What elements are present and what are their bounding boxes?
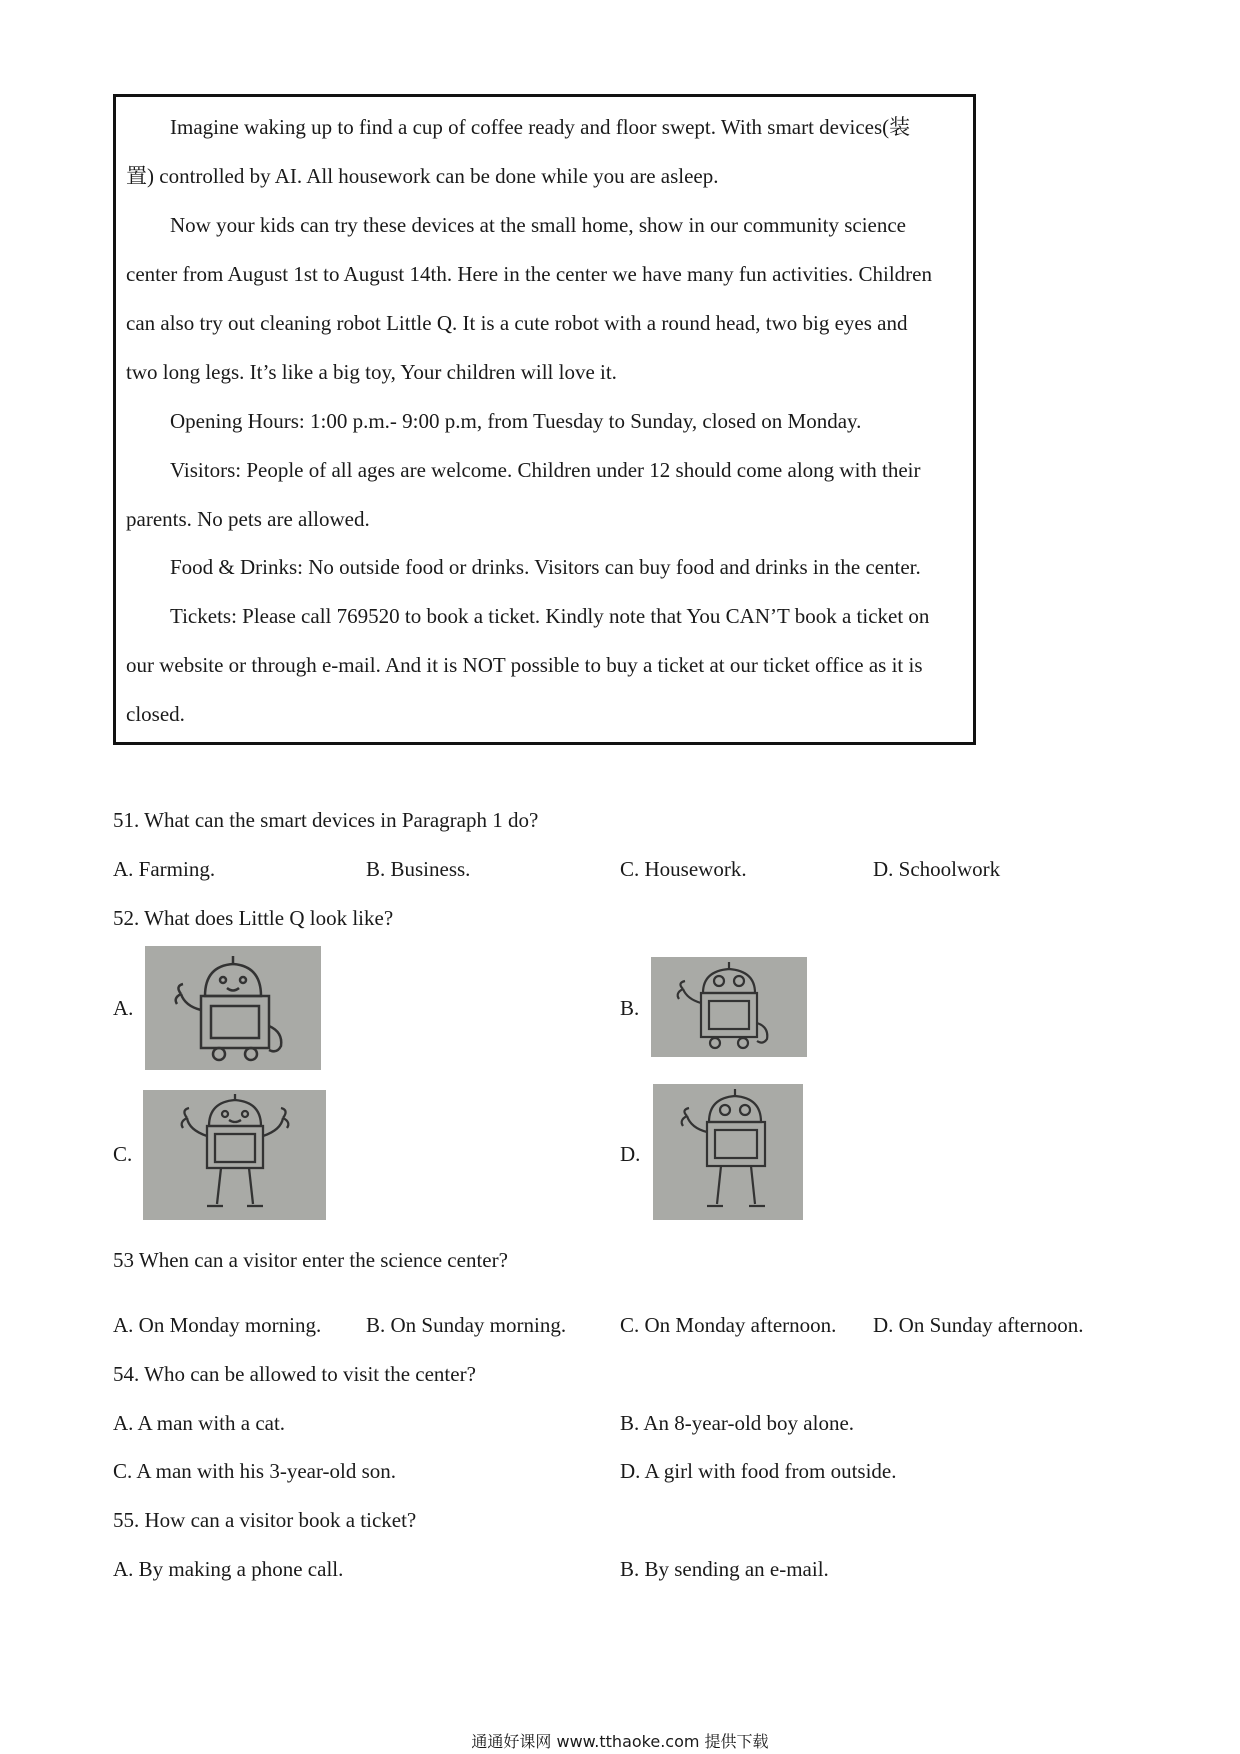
robot-c-icon	[143, 1090, 326, 1220]
q54-option-c[interactable]: C. A man with his 3-year-old son.	[113, 1459, 397, 1483]
q55-option-a[interactable]: A. By making a phone call.	[113, 1557, 344, 1581]
question-55: 55. How can a visitor book a ticket?	[113, 1508, 417, 1532]
q53-option-c[interactable]: C. On Monday afternoon.	[620, 1313, 837, 1337]
robot-image-a[interactable]	[145, 946, 321, 1070]
passage-line: Imagine waking up to find a cup of coffee ready and floor swept. With smart devices(装	[170, 115, 911, 139]
question-52: 52. What does Little Q look like?	[113, 906, 394, 930]
passage-line: Now your kids can try these devices at the small home, show in our community science	[170, 213, 906, 237]
robot-image-b[interactable]	[651, 957, 807, 1057]
q53-option-b[interactable]: B. On Sunday morning.	[366, 1313, 567, 1337]
robot-b-icon	[651, 957, 807, 1057]
q54-option-d[interactable]: D. A girl with food from outside.	[620, 1459, 897, 1483]
q51-option-d[interactable]: D. Schoolwork	[873, 857, 1001, 881]
passage-line: can also try out cleaning robot Little Q. It is a cute robot with a round head, two big eyes and	[126, 311, 908, 335]
passage-line: Visitors: People of all ages are welcome. Children under 12 should come along with their	[170, 458, 921, 482]
q54-option-b[interactable]: B. An 8-year-old boy alone.	[620, 1411, 855, 1435]
q53-option-a[interactable]: A. On Monday morning.	[113, 1313, 322, 1337]
q55-option-b[interactable]: B. By sending an e-mail.	[620, 1557, 829, 1581]
passage-line: Opening Hours: 1:00 p.m.- 9:00 p.m, from Tuesday to Sunday, closed on Monday.	[170, 409, 862, 433]
q54-option-a[interactable]: A. A man with a cat.	[113, 1411, 286, 1435]
q51-option-b[interactable]: B. Business.	[366, 857, 471, 881]
q53-option-d[interactable]: D. On Sunday afternoon.	[873, 1313, 1084, 1337]
passage-line: Food & Drinks: No outside food or drinks. Visitors can buy food and drinks in the center.	[170, 555, 921, 579]
passage-line: center from August 1st to August 14th. Here in the center we have many fun activities. Children	[126, 262, 932, 286]
question-54: 54. Who can be allowed to visit the center?	[113, 1362, 476, 1386]
q52-option-a[interactable]: A.	[113, 996, 134, 1020]
q51-option-c[interactable]: C. Housework.	[620, 857, 747, 881]
q52-option-d[interactable]: D.	[620, 1142, 641, 1166]
question-53: 53 When can a visitor enter the science center?	[113, 1248, 508, 1272]
passage-line: parents. No pets are allowed.	[126, 507, 370, 531]
passage-line: closed.	[126, 702, 185, 726]
q51-option-a[interactable]: A. Farming.	[113, 857, 216, 881]
passage-line: our website or through e-mail. And it is NOT possible to buy a ticket at our ticket office as it is	[126, 653, 923, 677]
passage-line: 置) controlled by AI. All housework can be done while you are asleep.	[126, 164, 719, 188]
robot-image-d[interactable]	[653, 1084, 803, 1220]
q52-option-c[interactable]: C.	[113, 1142, 133, 1166]
page-footer: 通通好课网 www.tthaoke.com 提供下载	[471, 1732, 769, 1751]
passage-line: Tickets: Please call 769520 to book a ticket. Kindly note that You CAN’T book a ticket on	[170, 604, 930, 628]
robot-image-c[interactable]	[143, 1090, 326, 1220]
q52-option-b[interactable]: B.	[620, 996, 640, 1020]
question-51: 51. What can the smart devices in Paragraph 1 do?	[113, 808, 539, 832]
robot-d-icon	[653, 1084, 803, 1220]
robot-a-icon	[145, 946, 321, 1070]
passage-line: two long legs. It’s like a big toy, Your children will love it.	[126, 360, 617, 384]
